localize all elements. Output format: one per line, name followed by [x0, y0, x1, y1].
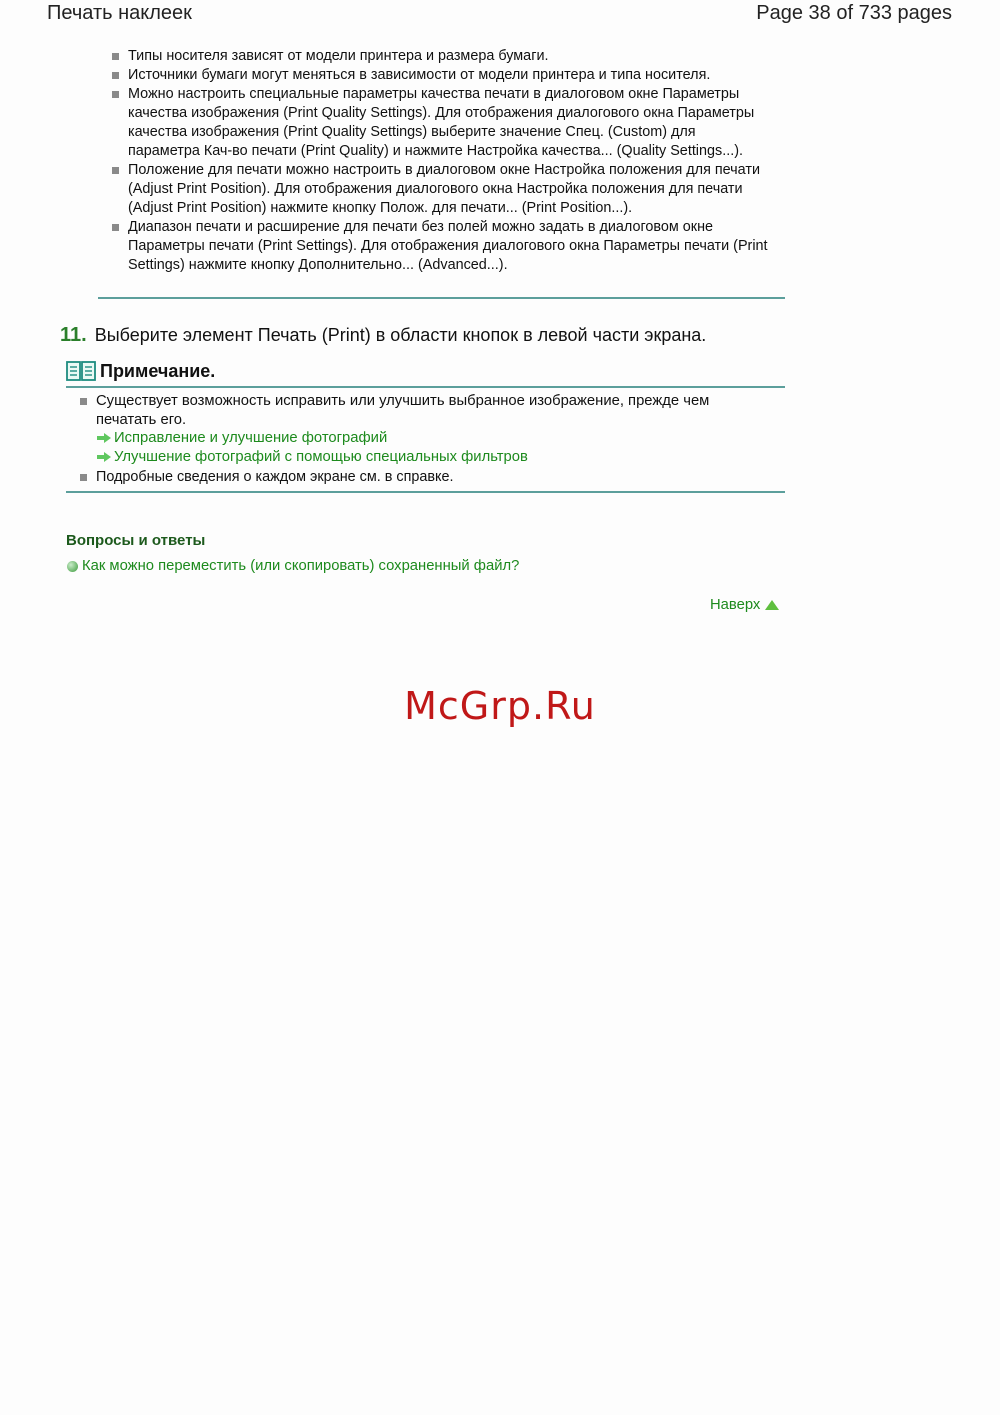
divider [66, 386, 785, 388]
list-item: Можно настроить специальные параметры качества печати в диалоговом окне Параметры качества изображения (Print Quality Settings). Для отображения диалогового окна Параметры качества изображения (Print Quality Settings) выберите значение Спец. (Custom) для параметра Кач-во печати (Print Quality) и нажмите Настройка качества... (Quality Settings...). [128, 85, 768, 161]
bullet-icon [112, 224, 119, 231]
list-item: Диапазон печати и расширение для печати без полей можно задать в диалоговом окне Параметры печати (Print Settings). Для отображения диалогового окна Параметры печати (Print Settings) нажмите кнопку Дополнительно... (Advanced...). [128, 218, 768, 275]
list-item: Источники бумаги могут меняться в зависимости от модели принтера и типа носителя. [128, 66, 768, 85]
bullet-dot-icon [67, 561, 78, 572]
step-number: 11. [60, 324, 87, 346]
list-item: Положение для печати можно настроить в диалоговом окне Настройка положения для печати (Adjust Print Position). Для отображения диалогового окна Настройка положения для печати (Adjust Print Position) нажмите кнопку Полож. для печати... (Print Position...). [128, 161, 768, 218]
bullet-icon [80, 474, 87, 481]
bullet-icon [112, 53, 119, 60]
step-text: Выберите элемент Печать (Print) в области кнопок в левой части экрана. [94, 325, 707, 345]
divider [98, 297, 785, 299]
note-heading [66, 360, 215, 382]
page-indicator: Page 38 of 733 pages [756, 2, 952, 24]
arrow-right-icon [96, 432, 112, 444]
bullet-icon [112, 167, 119, 174]
book-icon [66, 360, 96, 382]
list-item: Подробные сведения о каждом экране см. в справке. [96, 468, 736, 487]
watermark: McGrp.Ru [404, 684, 596, 728]
list-item: Типы носителя зависят от модели принтера и размера бумаги. [128, 47, 768, 66]
to-top-link[interactable]: Наверх [710, 597, 780, 613]
step-11 [60, 324, 706, 347]
divider [66, 491, 785, 493]
link-photo-correction[interactable]: Исправление и улучшение фотографий [96, 430, 387, 446]
tips-list [128, 47, 768, 275]
note-title: Примечание. [100, 360, 216, 381]
notes-list-2 [96, 468, 736, 487]
qa-heading: Вопросы и ответы [66, 532, 206, 549]
bullet-icon [80, 398, 87, 405]
bullet-icon [112, 72, 119, 79]
page-title: Печать наклеек [47, 2, 192, 24]
arrow-right-icon [96, 451, 112, 463]
notes-list [96, 392, 736, 430]
list-item: Существует возможность исправить или улучшить выбранное изображение, прежде чем печатать его. [96, 392, 736, 430]
qa-link[interactable]: Как можно переместить (или скопировать) сохраненный файл? [67, 558, 519, 574]
bullet-icon [112, 91, 119, 98]
link-photo-filters[interactable]: Улучшение фотографий с помощью специальных фильтров [96, 449, 528, 465]
triangle-up-icon [764, 599, 780, 611]
